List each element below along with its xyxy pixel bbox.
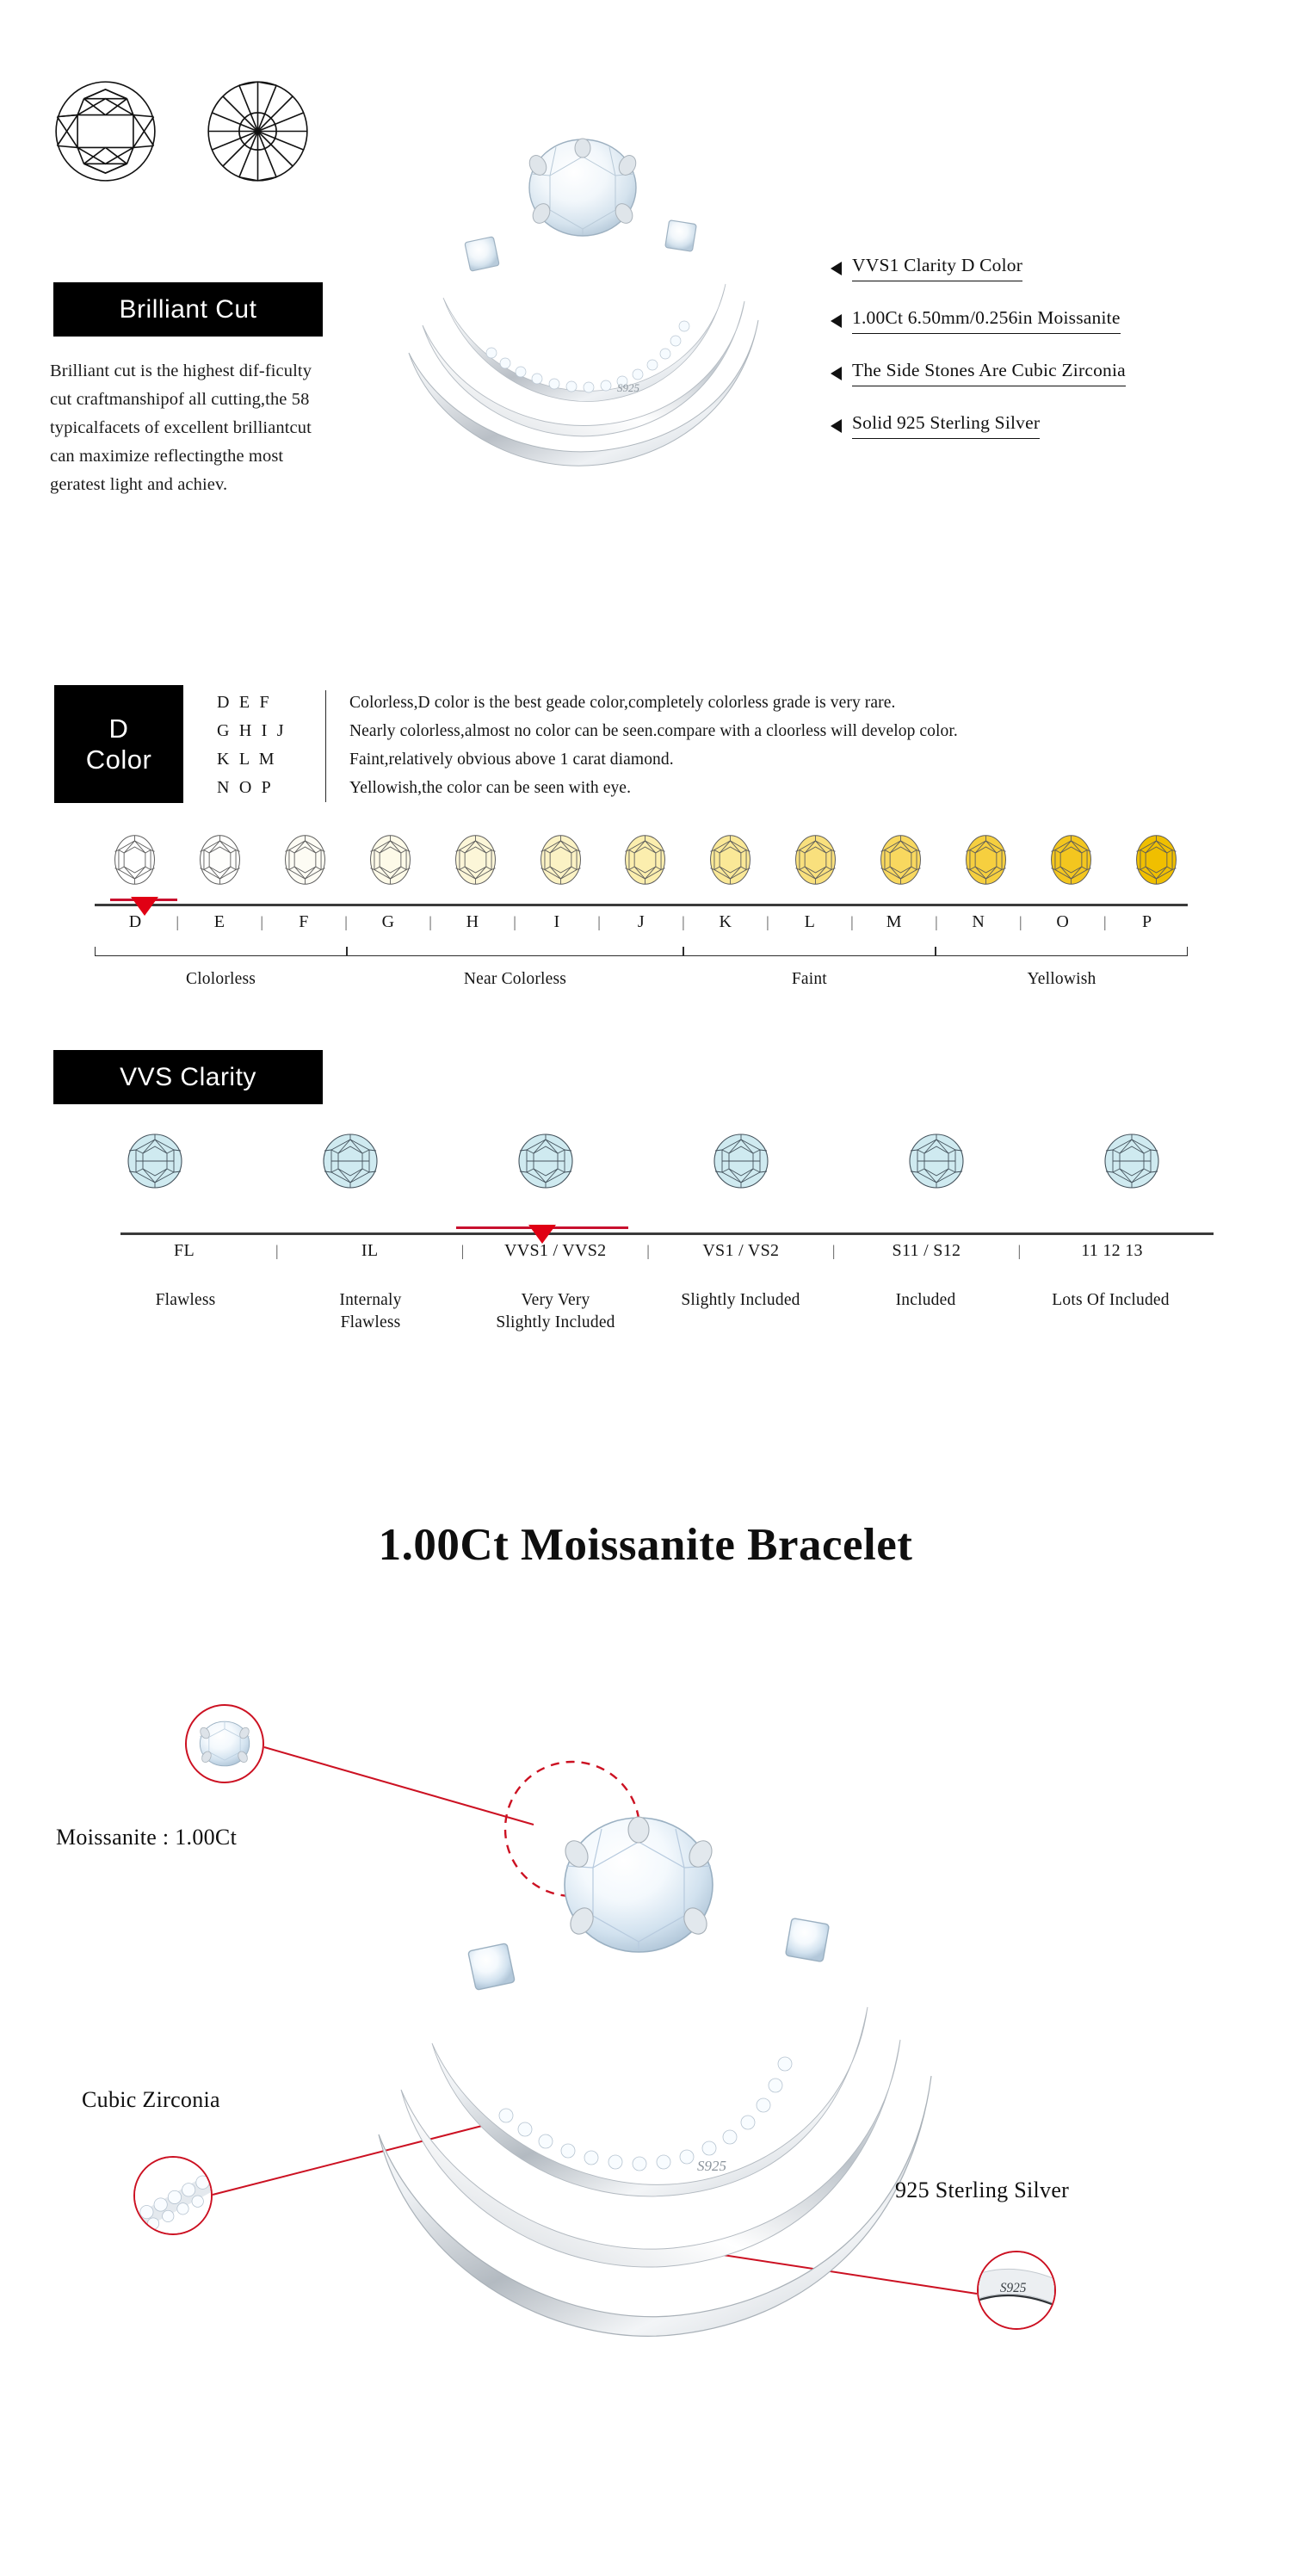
color-grade-group: G H I J bbox=[217, 721, 287, 740]
color-swatch-h bbox=[453, 833, 498, 886]
gem-shape-icon bbox=[453, 833, 498, 886]
moissanite-magnifier-content bbox=[187, 1706, 263, 1782]
hero-ring-image bbox=[340, 95, 822, 499]
clarity-gem-1 bbox=[316, 1132, 385, 1190]
clarity-description-2: Very Very Slightly Included bbox=[496, 1291, 615, 1331]
ring-stamp-text: S925 bbox=[697, 2158, 726, 2174]
triangle-bullet-icon bbox=[831, 262, 842, 275]
color-swatch-row bbox=[112, 833, 1179, 886]
color-grade-description: Yellowish,the color can be seen with eye. bbox=[349, 779, 632, 797]
cubic-zirconia-magnifier bbox=[133, 2156, 213, 2235]
vvs-clarity-badge bbox=[53, 1050, 323, 1104]
gem-shape-icon bbox=[963, 833, 1009, 886]
round-gem-icon bbox=[316, 1132, 385, 1190]
moissanite-magnifier bbox=[185, 1704, 264, 1783]
ring-stamp-text-zoomed: S925 bbox=[999, 2280, 1027, 2295]
color-scale-letter-l[interactable]: L bbox=[804, 912, 816, 931]
diamond-crown-view-diagram bbox=[47, 73, 164, 189]
color-scale-letter-e[interactable]: E bbox=[213, 912, 225, 931]
scale-separator: | bbox=[429, 913, 432, 930]
color-grade-group: N O P bbox=[217, 778, 275, 797]
feature-item[interactable] bbox=[831, 306, 1278, 334]
gem-shape-icon bbox=[878, 833, 923, 886]
clarity-grade-label-4[interactable]: S11 / S12 bbox=[892, 1241, 961, 1260]
gem-shape-icon bbox=[1133, 833, 1179, 886]
ring-stamp-text: S925 bbox=[617, 381, 639, 394]
round-gem-icon bbox=[707, 1132, 775, 1190]
callout-label-moissanite: Moissanite : 1.00Ct bbox=[56, 1825, 238, 1850]
gem-shape-icon bbox=[707, 833, 753, 886]
clarity-description-1: Internaly Flawless bbox=[339, 1291, 402, 1331]
vvs-clarity-badge-text: VVS Clarity bbox=[120, 1062, 256, 1091]
color-swatch-g bbox=[368, 833, 413, 886]
color-swatch-o bbox=[1048, 833, 1094, 886]
color-swatch-n bbox=[963, 833, 1009, 886]
color-swatch-p bbox=[1133, 833, 1179, 886]
scale-separator: | bbox=[513, 913, 516, 930]
color-scale-letter-d[interactable]: D bbox=[128, 912, 142, 931]
color-swatch-i bbox=[538, 833, 584, 886]
color-swatch-e bbox=[197, 833, 243, 886]
clarity-separator: | bbox=[460, 1242, 465, 1259]
feature-label: VVS1 Clarity D Color bbox=[852, 254, 1022, 281]
color-scale-letter-h[interactable]: H bbox=[466, 912, 479, 931]
d-color-badge-grade: D bbox=[108, 713, 129, 744]
color-category-label: Near Colorless bbox=[463, 970, 567, 988]
color-scale-letter-k[interactable]: K bbox=[719, 912, 732, 931]
clarity-scale-labels bbox=[93, 1241, 1203, 1261]
scale-separator: | bbox=[1019, 913, 1022, 930]
round-gem-icon bbox=[1097, 1132, 1166, 1190]
clarity-gem-row bbox=[120, 1132, 1166, 1190]
clarity-grade-label-0[interactable]: FL bbox=[174, 1241, 195, 1260]
clarity-grade-label-1[interactable]: IL bbox=[361, 1241, 379, 1260]
callout-label-cubic-zirconia: Cubic Zirconia bbox=[82, 2087, 220, 2112]
gem-shape-icon bbox=[112, 833, 158, 886]
clarity-grade-label-5[interactable]: 11 12 13 bbox=[1081, 1241, 1143, 1260]
clarity-description-0: Flawless bbox=[155, 1291, 216, 1309]
clarity-grade-label-2[interactable]: VVS1 / VVS2 bbox=[503, 1241, 607, 1260]
color-grade-group: D E F bbox=[217, 693, 272, 712]
feature-item[interactable] bbox=[831, 359, 1278, 386]
color-scale-letter-i[interactable]: I bbox=[553, 912, 560, 931]
gem-shape-icon bbox=[282, 833, 328, 886]
color-category-group bbox=[347, 947, 683, 989]
color-grade-description: Colorless,D color is the best geade color,completely colorless grade is very rare. bbox=[349, 694, 896, 712]
color-grade-descriptions bbox=[349, 689, 1245, 802]
color-scale-letter-g[interactable]: G bbox=[381, 912, 395, 931]
feature-label: Solid 925 Sterling Silver bbox=[852, 411, 1040, 439]
clarity-gem-2 bbox=[511, 1132, 580, 1190]
gem-shape-icon bbox=[197, 833, 243, 886]
gem-shape-icon bbox=[793, 833, 838, 886]
brilliant-cut-description: Brilliant cut is the highest dif-ficulty cut craftmanshipof all cutting,the 58 typicalfacets of excellent brilliantcut can maximize reflectingthe most geratest light and achiev. bbox=[50, 361, 312, 494]
vvs-clarity-section bbox=[0, 1041, 1291, 1429]
feature-label: 1.00Ct 6.50mm/0.256in Moissanite bbox=[852, 306, 1121, 334]
page-title: 1.00Ct Moissanite Bracelet bbox=[378, 1520, 913, 1570]
clarity-separator: | bbox=[275, 1242, 279, 1259]
color-scale-letter-m[interactable]: M bbox=[886, 912, 903, 931]
clarity-separator: | bbox=[831, 1242, 836, 1259]
color-category-label: Faint bbox=[791, 970, 827, 988]
scale-separator: | bbox=[344, 913, 348, 930]
color-swatch-m bbox=[878, 833, 923, 886]
color-swatch-d bbox=[112, 833, 158, 886]
feature-list bbox=[831, 254, 1278, 464]
scale-separator: | bbox=[935, 913, 938, 930]
bracket-shape bbox=[936, 947, 1188, 956]
color-category-brackets bbox=[95, 947, 1188, 989]
vertical-divider bbox=[325, 690, 326, 802]
scale-separator: | bbox=[176, 913, 179, 930]
clarity-separator: | bbox=[646, 1242, 650, 1259]
clarity-grade-label-3[interactable]: VS1 / VS2 bbox=[702, 1241, 780, 1260]
clarity-gem-4 bbox=[902, 1132, 971, 1190]
round-gem-icon bbox=[902, 1132, 971, 1190]
clarity-scale-axis bbox=[120, 1232, 1214, 1235]
gem-shape-icon bbox=[538, 833, 584, 886]
brilliant-cut-title-badge bbox=[53, 282, 323, 337]
bracket-shape bbox=[683, 947, 936, 956]
feature-item[interactable] bbox=[831, 254, 1278, 281]
callout-label-sterling-silver: 925 Sterling Silver bbox=[895, 2178, 1070, 2202]
color-scale-letter-p[interactable]: P bbox=[1141, 912, 1152, 931]
color-category-label: Clolorless bbox=[185, 970, 256, 988]
color-scale-axis bbox=[95, 904, 1188, 906]
cubic-zirconia-magnifier-content bbox=[135, 2158, 211, 2233]
round-gem-icon bbox=[120, 1132, 189, 1190]
scale-separator: | bbox=[597, 913, 601, 930]
color-scale-letter-n[interactable]: N bbox=[972, 912, 985, 931]
scale-separator: | bbox=[260, 913, 263, 930]
color-category-group bbox=[936, 947, 1188, 989]
d-color-section bbox=[0, 654, 1291, 1033]
clarity-separator: | bbox=[1017, 1242, 1022, 1259]
sterling-silver-magnifier bbox=[977, 2251, 1056, 2330]
triangle-bullet-icon bbox=[831, 367, 842, 380]
color-grade-groups bbox=[217, 689, 307, 802]
color-category-group bbox=[683, 947, 936, 989]
color-swatch-k bbox=[707, 833, 753, 886]
color-scale-letter-o[interactable]: O bbox=[1056, 912, 1070, 931]
clarity-gem-0 bbox=[120, 1132, 189, 1190]
clarity-description-4: Included bbox=[895, 1291, 956, 1309]
color-grade-description: Nearly colorless,almost no color can be seen.compare with a cloorless will develop color. bbox=[349, 722, 958, 740]
d-color-badge-word: Color bbox=[85, 744, 152, 775]
brilliant-cut-title-text: Brilliant Cut bbox=[119, 294, 257, 324]
sterling-silver-magnifier-content bbox=[979, 2252, 1054, 2328]
clarity-scale-descriptions bbox=[93, 1289, 1203, 1334]
color-category-label: Yellowish bbox=[1027, 970, 1096, 988]
triangle-bullet-icon bbox=[831, 419, 842, 433]
scale-separator: | bbox=[850, 913, 854, 930]
triangle-bullet-icon bbox=[831, 314, 842, 328]
main-ring-image bbox=[318, 1756, 998, 2384]
color-swatch-l bbox=[793, 833, 838, 886]
gem-shape-icon bbox=[622, 833, 668, 886]
color-scale-letters bbox=[95, 912, 1188, 932]
bracket-shape bbox=[95, 947, 347, 956]
clarity-gem-3 bbox=[707, 1132, 775, 1190]
color-scale-letter-f[interactable]: F bbox=[299, 912, 309, 931]
color-scale-letter-j[interactable]: J bbox=[637, 912, 646, 931]
color-category-group bbox=[95, 947, 347, 989]
brilliant-cut-section bbox=[0, 0, 1291, 602]
annotated-ring-section bbox=[0, 1661, 1291, 2573]
cut-diagram-group bbox=[47, 73, 316, 189]
color-swatch-j bbox=[622, 833, 668, 886]
color-swatch-f bbox=[282, 833, 328, 886]
gem-shape-icon bbox=[368, 833, 413, 886]
color-grade-description: Faint,relatively obvious above 1 carat diamond. bbox=[349, 751, 674, 769]
feature-item[interactable] bbox=[831, 411, 1278, 439]
bracket-shape bbox=[347, 947, 683, 956]
clarity-description-5: Lots Of Included bbox=[1052, 1291, 1170, 1309]
feature-label: The Side Stones Are Cubic Zirconia bbox=[852, 359, 1126, 386]
scale-separator: | bbox=[766, 913, 769, 930]
diamond-pavilion-view-diagram bbox=[200, 73, 316, 189]
scale-separator: | bbox=[682, 913, 685, 930]
d-color-badge bbox=[54, 685, 183, 803]
clarity-description-3: Slightly Included bbox=[681, 1291, 800, 1309]
gem-shape-icon bbox=[1048, 833, 1094, 886]
round-gem-icon bbox=[511, 1132, 580, 1190]
color-grade-group: K L M bbox=[217, 750, 277, 769]
scale-separator: | bbox=[1103, 913, 1107, 930]
clarity-gem-5 bbox=[1097, 1132, 1166, 1190]
